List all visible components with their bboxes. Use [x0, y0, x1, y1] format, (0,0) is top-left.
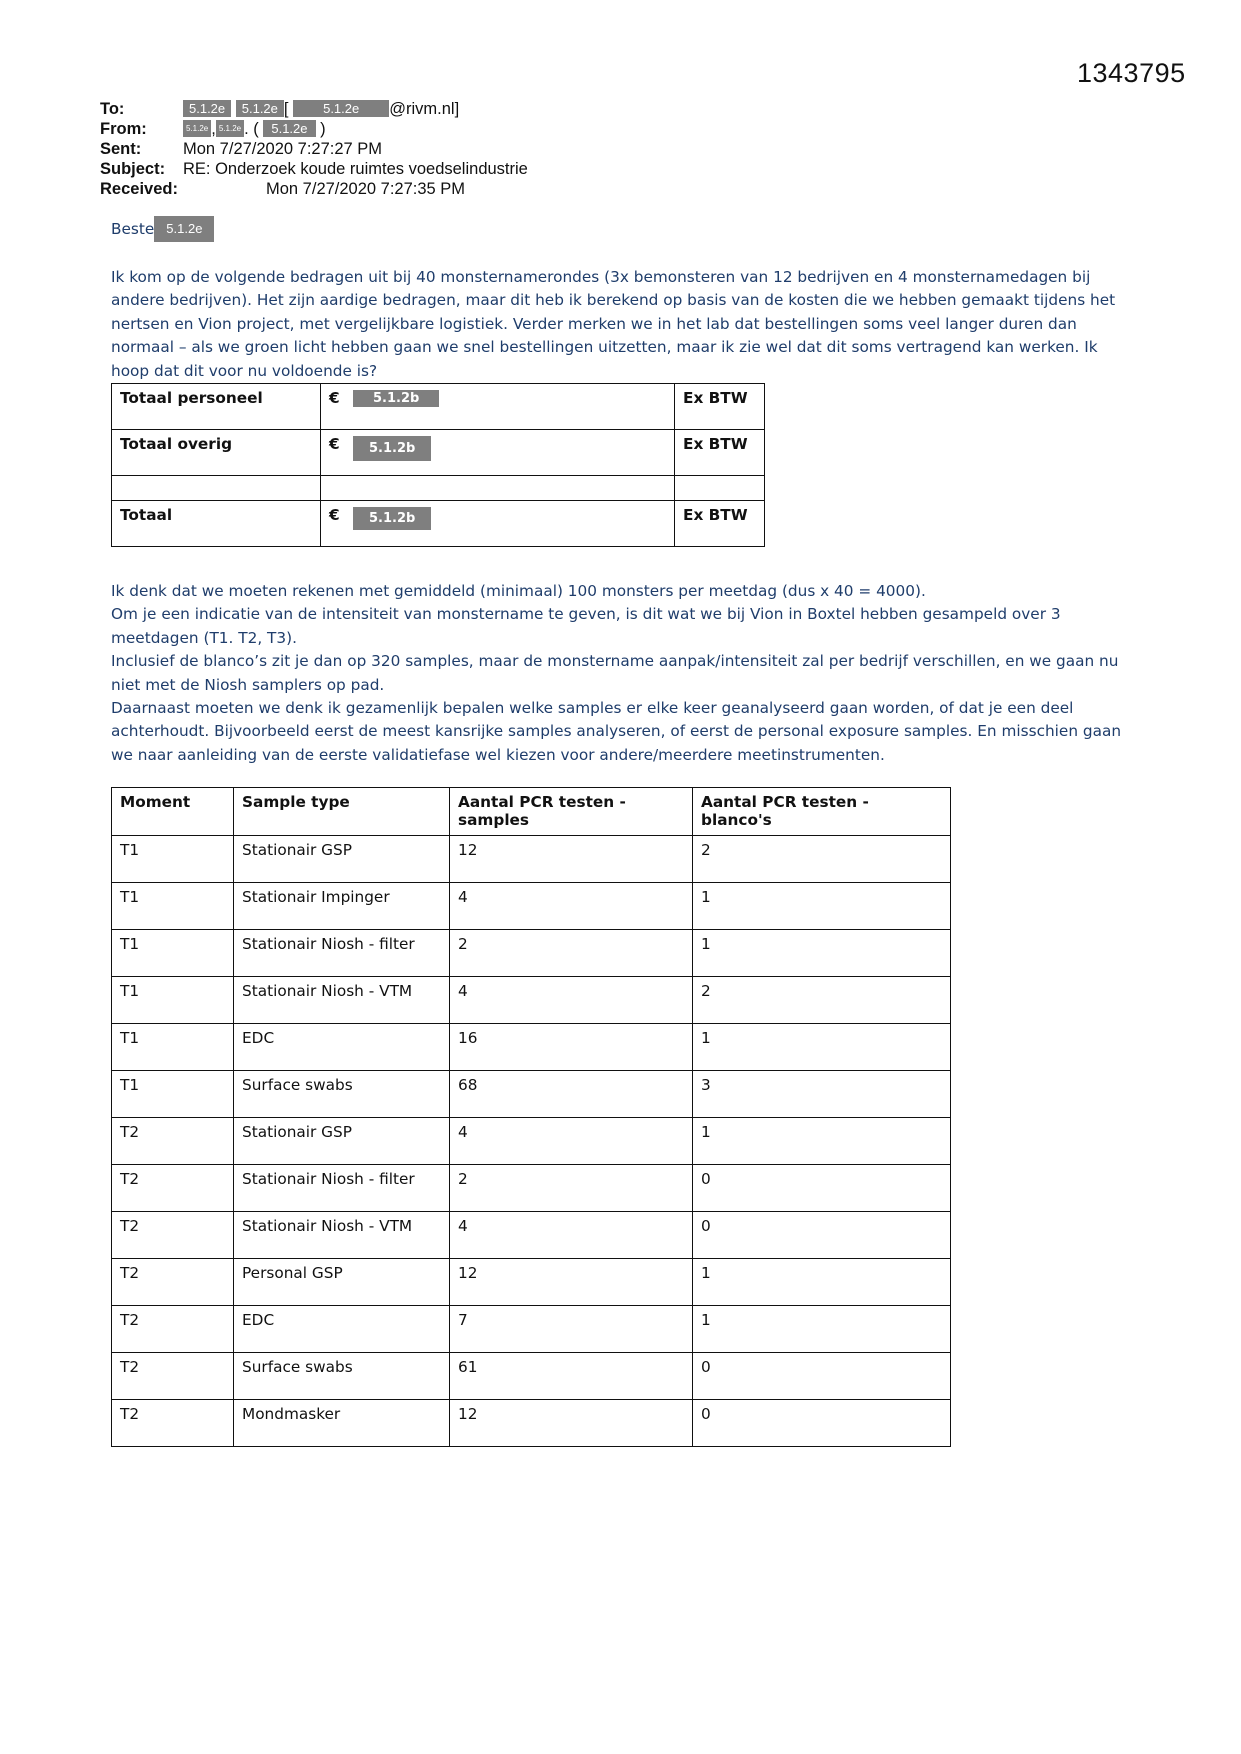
cell-samples: 2	[450, 1165, 693, 1212]
paragraph-costs: Ik kom op de volgende bedragen uit bij 40 monsternamerondes (3x bemonsteren van 12 bedrijven en 4 monsternamedagen bij andere bedrijven). Het zijn aardige bedragen, maar dit heb ik berekend op basis van de kosten die we hebben gemaakt tijdens het nertsen en Vion project, met vergelijkbare logistiek. Verder merken we in het lab dat bestellingen soms veel langer duren dan normaal – als we groen licht hebben gaan we snel bestellingen uitzetten, maar ik zie wel dat dit soms vertragend kan werken. Ik hoop dat dit voor nu voldoende is?	[111, 268, 1116, 380]
totals-amount	[321, 501, 675, 547]
table-row	[112, 1212, 951, 1259]
cell-moment: T1	[112, 883, 234, 930]
paragraph-line: Om je een indicatie van de intensiteit van monstername te geven, is dit wat we bij Vion in Boxtel hebben gesampeld over 3 meetdagen (T1. T2, T3).	[111, 605, 1061, 647]
redaction-box: 5.1.2b	[353, 390, 439, 407]
subject-label: Subject:	[100, 160, 166, 178]
cell-moment: T1	[112, 836, 234, 883]
totals-amount	[321, 384, 675, 430]
totals-table	[111, 383, 765, 547]
table-row	[112, 930, 951, 977]
cell-blancos: 1	[693, 1306, 951, 1353]
paragraph-line: Inclusief de blanco’s zit je dan op 320 samples, maar de monstername aanpak/intensiteit zal per bedrijf verschillen, en we gaan nu niet met de Niosh samplers op pad.	[111, 652, 1119, 694]
redaction-box: 5.1.2e	[183, 100, 231, 117]
table-row	[112, 883, 951, 930]
cell-sample-type: Surface swabs	[234, 1353, 450, 1400]
cell-samples: 4	[450, 883, 693, 930]
cell-sample-type: EDC	[234, 1306, 450, 1353]
subject-value: RE: Onderzoek koude ruimtes voedselindustrie	[183, 160, 528, 178]
cell-moment: T1	[112, 977, 234, 1024]
redaction-box: 5.1.2e	[293, 100, 389, 117]
cell-sample-type: Personal GSP	[234, 1259, 450, 1306]
cell-blancos: 2	[693, 977, 951, 1024]
totals-note: Ex BTW	[675, 501, 765, 547]
totals-note: Ex BTW	[675, 430, 765, 476]
cell-sample-type: EDC	[234, 1024, 450, 1071]
received-label: Received:	[100, 180, 178, 198]
cell-samples: 12	[450, 836, 693, 883]
redaction-box: 5.1.2e	[183, 120, 211, 137]
currency-symbol: €	[329, 435, 340, 453]
cell-sample-type: Stationair GSP	[234, 1118, 450, 1165]
cell-moment: T2	[112, 1400, 234, 1447]
from-end: )	[320, 120, 326, 138]
cell-moment: T1	[112, 1024, 234, 1071]
cell-sample-type: Stationair Niosh - filter	[234, 1165, 450, 1212]
column-header-sample-type: Sample type	[234, 788, 450, 836]
to-value	[183, 99, 459, 119]
totals-label	[112, 476, 321, 501]
totals-label: Totaal personeel	[112, 384, 321, 430]
cell-blancos: 1	[693, 883, 951, 930]
currency-symbol: €	[329, 506, 340, 524]
cell-moment: T2	[112, 1165, 234, 1212]
cell-moment: T2	[112, 1118, 234, 1165]
table-row	[112, 1306, 951, 1353]
cell-sample-type: Mondmasker	[234, 1400, 450, 1447]
cell-blancos: 0	[693, 1165, 951, 1212]
to-bracket: [	[283, 100, 289, 118]
from-separator: ,	[211, 120, 216, 138]
column-header-blancos: Aantal PCR testen - blanco's	[693, 788, 951, 836]
sent-label: Sent:	[100, 140, 142, 158]
redaction-box: 5.1.2b	[353, 436, 431, 461]
currency-symbol: €	[329, 389, 340, 407]
cell-blancos: 2	[693, 836, 951, 883]
from-label: From:	[100, 120, 147, 138]
cell-samples: 12	[450, 1400, 693, 1447]
to-label: To:	[100, 100, 125, 118]
table-row	[112, 836, 951, 883]
cell-samples: 61	[450, 1353, 693, 1400]
redaction-box: 5.1.2e	[263, 120, 315, 137]
cell-samples: 4	[450, 1118, 693, 1165]
totals-note: Ex BTW	[675, 384, 765, 430]
sample-table-body	[112, 836, 951, 1447]
cell-blancos: 3	[693, 1071, 951, 1118]
cell-samples: 2	[450, 930, 693, 977]
cell-samples: 68	[450, 1071, 693, 1118]
totals-row-empty	[112, 476, 765, 501]
column-header-samples: Aantal PCR testen - samples	[450, 788, 693, 836]
greeting-word: Beste	[111, 220, 155, 238]
cell-moment: T2	[112, 1353, 234, 1400]
cell-samples: 12	[450, 1259, 693, 1306]
sent-value: Mon 7/27/2020 7:27:27 PM	[183, 140, 383, 158]
totals-row	[112, 501, 765, 547]
paragraph-samples	[111, 580, 1131, 767]
redaction-box: 5.1.2b	[353, 507, 431, 530]
totals-row	[112, 384, 765, 430]
paragraph-line: Daarnaast moeten we denk ik gezamenlijk bepalen welke samples er elke keer geanalyseerd gaan worden, of dat je een deel achterhoudt. Bijvoorbeeld eerst de meest kansrijke samples analyseren, of eerst de personal exposure samples. En misschien gaan we naar aanleiding van de eerste validatiefase wel kiezen voor andere/meerdere meetinstrumenten.	[111, 699, 1122, 764]
table-row	[112, 1400, 951, 1447]
cell-blancos: 0	[693, 1353, 951, 1400]
totals-note	[675, 476, 765, 501]
cell-samples: 7	[450, 1306, 693, 1353]
cell-samples: 16	[450, 1024, 693, 1071]
from-separator: . (	[244, 120, 259, 138]
column-header-moment: Moment	[112, 788, 234, 836]
cell-moment: T2	[112, 1259, 234, 1306]
to-domain: @rivm.nl]	[389, 100, 460, 118]
from-value	[183, 119, 326, 139]
greeting	[111, 218, 1131, 242]
totals-label: Totaal	[112, 501, 321, 547]
cell-sample-type: Stationair Niosh - VTM	[234, 1212, 450, 1259]
cell-sample-type: Stationair Impinger	[234, 883, 450, 930]
totals-row	[112, 430, 765, 476]
cell-sample-type: Surface swabs	[234, 1071, 450, 1118]
table-row	[112, 977, 951, 1024]
cell-moment: T2	[112, 1306, 234, 1353]
received-value: Mon 7/27/2020 7:27:35 PM	[266, 180, 466, 198]
sample-table	[111, 787, 951, 1447]
totals-label: Totaal overig	[112, 430, 321, 476]
cell-sample-type: Stationair Niosh - filter	[234, 930, 450, 977]
cell-blancos: 0	[693, 1212, 951, 1259]
paragraph-line: Ik denk dat we moeten rekenen met gemiddeld (minimaal) 100 monsters per meetdag (dus x 40 = 4000).	[111, 582, 926, 600]
cell-samples: 4	[450, 977, 693, 1024]
table-row	[112, 1071, 951, 1118]
cell-blancos: 1	[693, 1259, 951, 1306]
cell-sample-type: Stationair Niosh - VTM	[234, 977, 450, 1024]
cell-blancos: 1	[693, 1024, 951, 1071]
totals-amount	[321, 476, 675, 501]
cell-samples: 4	[450, 1212, 693, 1259]
redaction-box: 5.1.2e	[154, 216, 214, 242]
cell-moment: T1	[112, 1071, 234, 1118]
table-row	[112, 1353, 951, 1400]
cell-blancos: 1	[693, 930, 951, 977]
table-row	[112, 1259, 951, 1306]
redaction-box: 5.1.2e	[236, 100, 284, 117]
cell-moment: T1	[112, 930, 234, 977]
cell-blancos: 0	[693, 1400, 951, 1447]
cell-moment: T2	[112, 1212, 234, 1259]
totals-amount	[321, 430, 675, 476]
cell-blancos: 1	[693, 1118, 951, 1165]
table-row	[112, 1024, 951, 1071]
cell-sample-type: Stationair GSP	[234, 836, 450, 883]
table-header-row	[112, 788, 951, 836]
table-row	[112, 1165, 951, 1212]
document-id: 1343795	[1077, 58, 1186, 88]
redaction-box: 5.1.2e	[216, 120, 244, 137]
table-row	[112, 1118, 951, 1165]
